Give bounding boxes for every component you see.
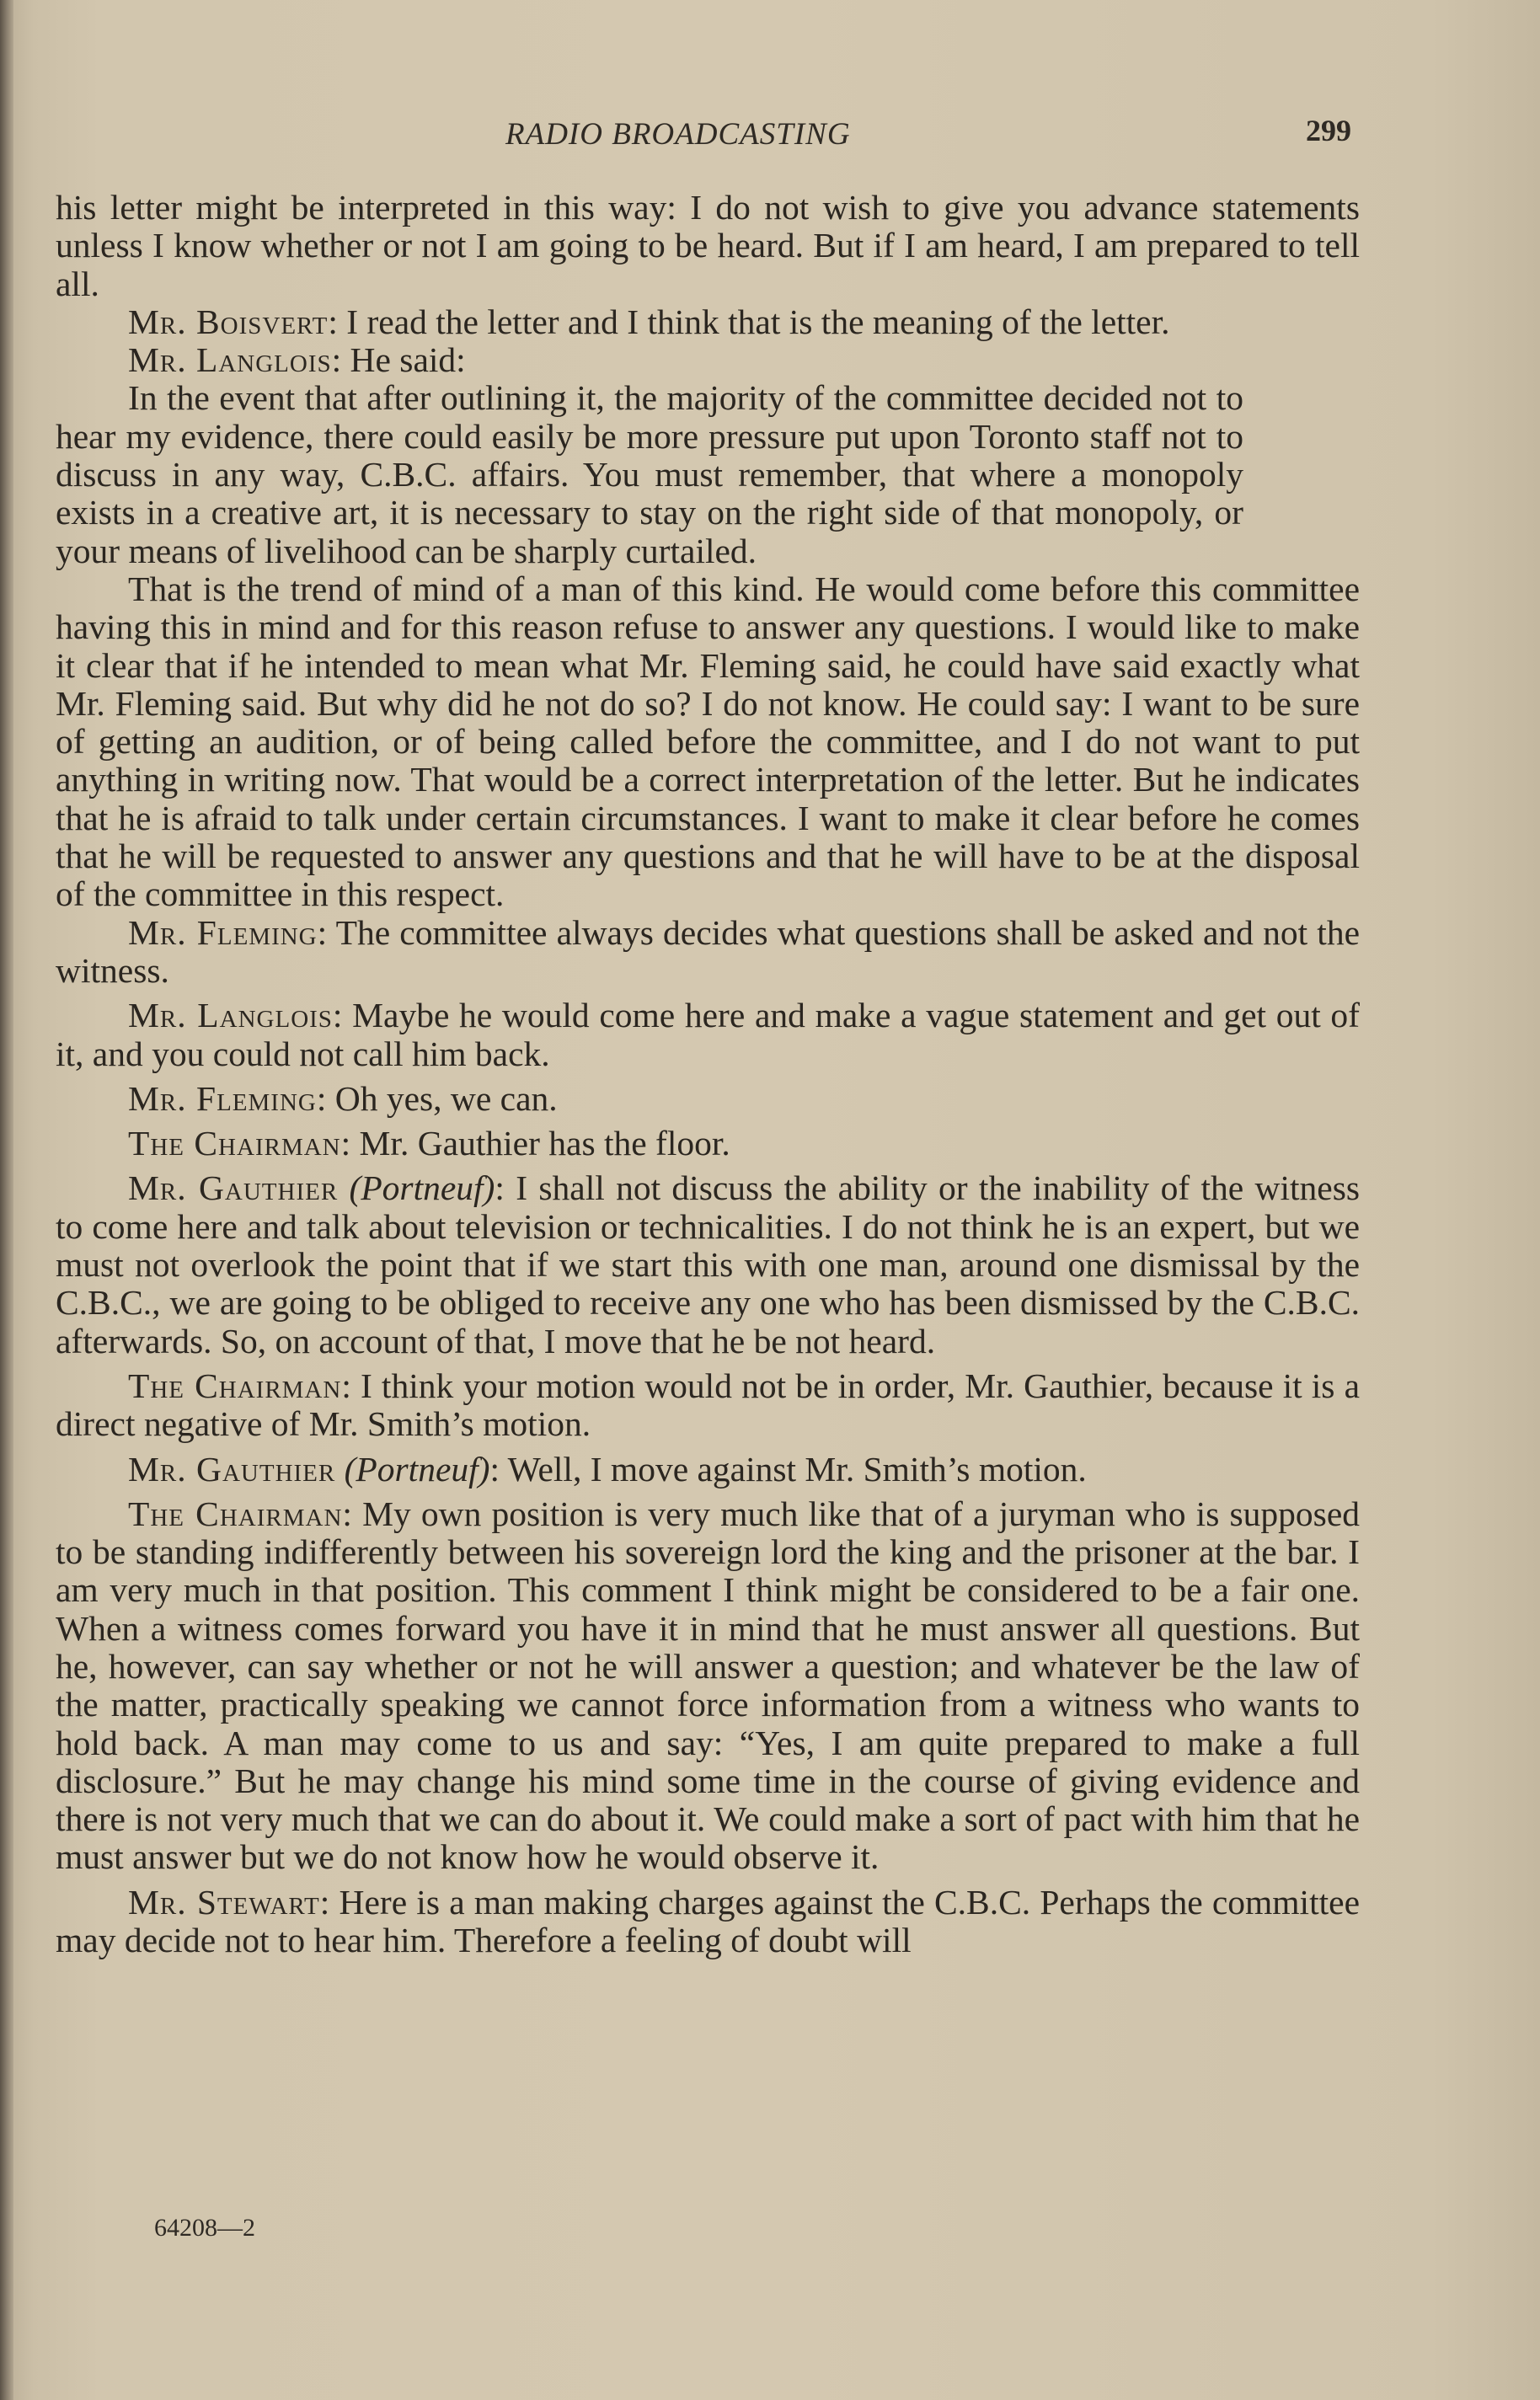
speaker-name: Mr. Boisvert [128, 302, 329, 341]
paragraph-fleming-reply [56, 1080, 1360, 1118]
speech-text: : Well, I move against Mr. Smith’s motion. [489, 1449, 1087, 1489]
paragraph-chairman [56, 1125, 1360, 1163]
print-code: 64208—2 [154, 2214, 255, 2242]
speaker-name: The Chairman [128, 1124, 341, 1163]
speech-text: : I think your motion would not be in order, Mr. Gauthier, because it is a direct negative of Mr. Smith’s motion. [56, 1366, 1360, 1444]
paragraph-boisvert [56, 303, 1360, 341]
page-number: 299 [1306, 114, 1351, 147]
speech-text: : Maybe he would come here and make a vague statement and get out of it, and you could not call him back. [56, 996, 1360, 1073]
paragraph-chairman-position [56, 1495, 1360, 1877]
paragraph-fleming [56, 914, 1360, 991]
speaker-name: The Chairman [128, 1366, 342, 1405]
paragraph-gauthier [56, 1169, 1360, 1360]
block-quote: In the event that after outlining it, the majority of the committee decided not to hear my evidence, there could easily be more pressure put upon Toronto staff not to discuss in any way, C.B.C. affairs. You must remember, that where a monopoly exists in a creative art, it is necessary to stay on the right side of that monopoly, or your means of livelihood can be sharply curtailed. [56, 378, 1243, 570]
speaker-name: Mr. Stewart [128, 1882, 320, 1922]
speaker-name: Mr. Langlois [128, 340, 332, 380]
paragraph-chairman-ruling [56, 1367, 1360, 1444]
speaker-name: Mr. Gauthier [128, 1449, 336, 1489]
binding-spine [0, 0, 13, 2400]
speech-text: : Oh yes, we can. [316, 1078, 558, 1118]
paragraph-langlois-continued: That is the trend of mind of a man of this kind. He would come before this committee having this in mind and for this reason refuse to answer any questions. I would like to make it clear that if he intended to mean what Mr. Fleming said, he could have said exactly what Mr. Fleming said. But why did he not do so? I do not know. He could say: I want to be sure of getting an audition, or of being called before the committee, and I do not want to put anything in writing now. That would be a correct interpretation of the letter. But he indicates that he is afraid to talk under certain circumstances. I want to make it clear before he comes that he will be requested to answer any questions and that he will have to be at the disposal of the committee in this respect. [56, 569, 1360, 914]
paragraph-continuation: his letter might be interpreted in this way: I do not wish to give you advance statements unless I know whether or not I am going to be heard. But if I am heard, I am prepared to tell all. [56, 188, 1360, 303]
speech-text: : I shall not discuss the ability or the inability of the witness to come here and talk about television or technicalities. I do not think he is an expert, but we must not overlook the point that if we start this with one man, around one dismissal by the C.B.C., we are going to be obliged to receive any one who has been dismissed by the C.B.C. afterwards. So, on account of that, I move that he be not heard. [56, 1168, 1360, 1360]
speech-text: : He said: [331, 340, 466, 380]
running-title: RADIO BROADCASTING [505, 117, 851, 152]
speaker-name: The Chairman [128, 1494, 343, 1533]
paragraph-gauthier-motion [56, 1451, 1360, 1489]
speaker-name: Mr. Fleming [128, 1078, 317, 1118]
speech-text: : Mr. Gauthier has the floor. [340, 1124, 730, 1163]
paragraph-stewart [56, 1884, 1360, 1960]
paragraph-langlois-intro [56, 341, 1360, 379]
speaker-riding: (Portneuf) [344, 1449, 490, 1489]
speaker-name: Mr. Gauthier [128, 1168, 339, 1208]
speech-text: : The committee always decides what questions shall be asked and not the witness. [56, 912, 1360, 990]
speaker-name: Mr. Langlois [128, 996, 333, 1035]
paragraph-langlois [56, 997, 1360, 1073]
body-text [56, 189, 1360, 1959]
speech-text: : My own position is very much like that of a juryman who is supposed to be standing indifferently between his sovereign lord the king and the prisoner at the bar. I am very much in that position. This comment I think might be considered to be a fair one. When a witness comes forward you have it in mind that he must answer all questions. But he, however, can say whether or not he will answer a question; and whatever be the law of the matter, practically speaking we cannot force information from a witness who wants to hold back. A man may come to us and say: “Yes, I am quite prepared to make a full disclosure.” But he may change his mind some time in the course of giving evidence and there is not very much that we can do about it. We could make a sort of pact with him that he must answer but we do not know how he would observe it. [56, 1494, 1360, 1877]
speech-text: : Here is a man making charges against the C.B.C. Perhaps the committee may decide not to hear him. Therefore a feeling of doubt will [56, 1882, 1360, 1960]
speech-text: : I read the letter and I think that is the meaning of the letter. [328, 302, 1170, 341]
speaker-riding: (Portneuf) [349, 1168, 495, 1208]
speaker-name: Mr. Fleming [128, 912, 318, 952]
